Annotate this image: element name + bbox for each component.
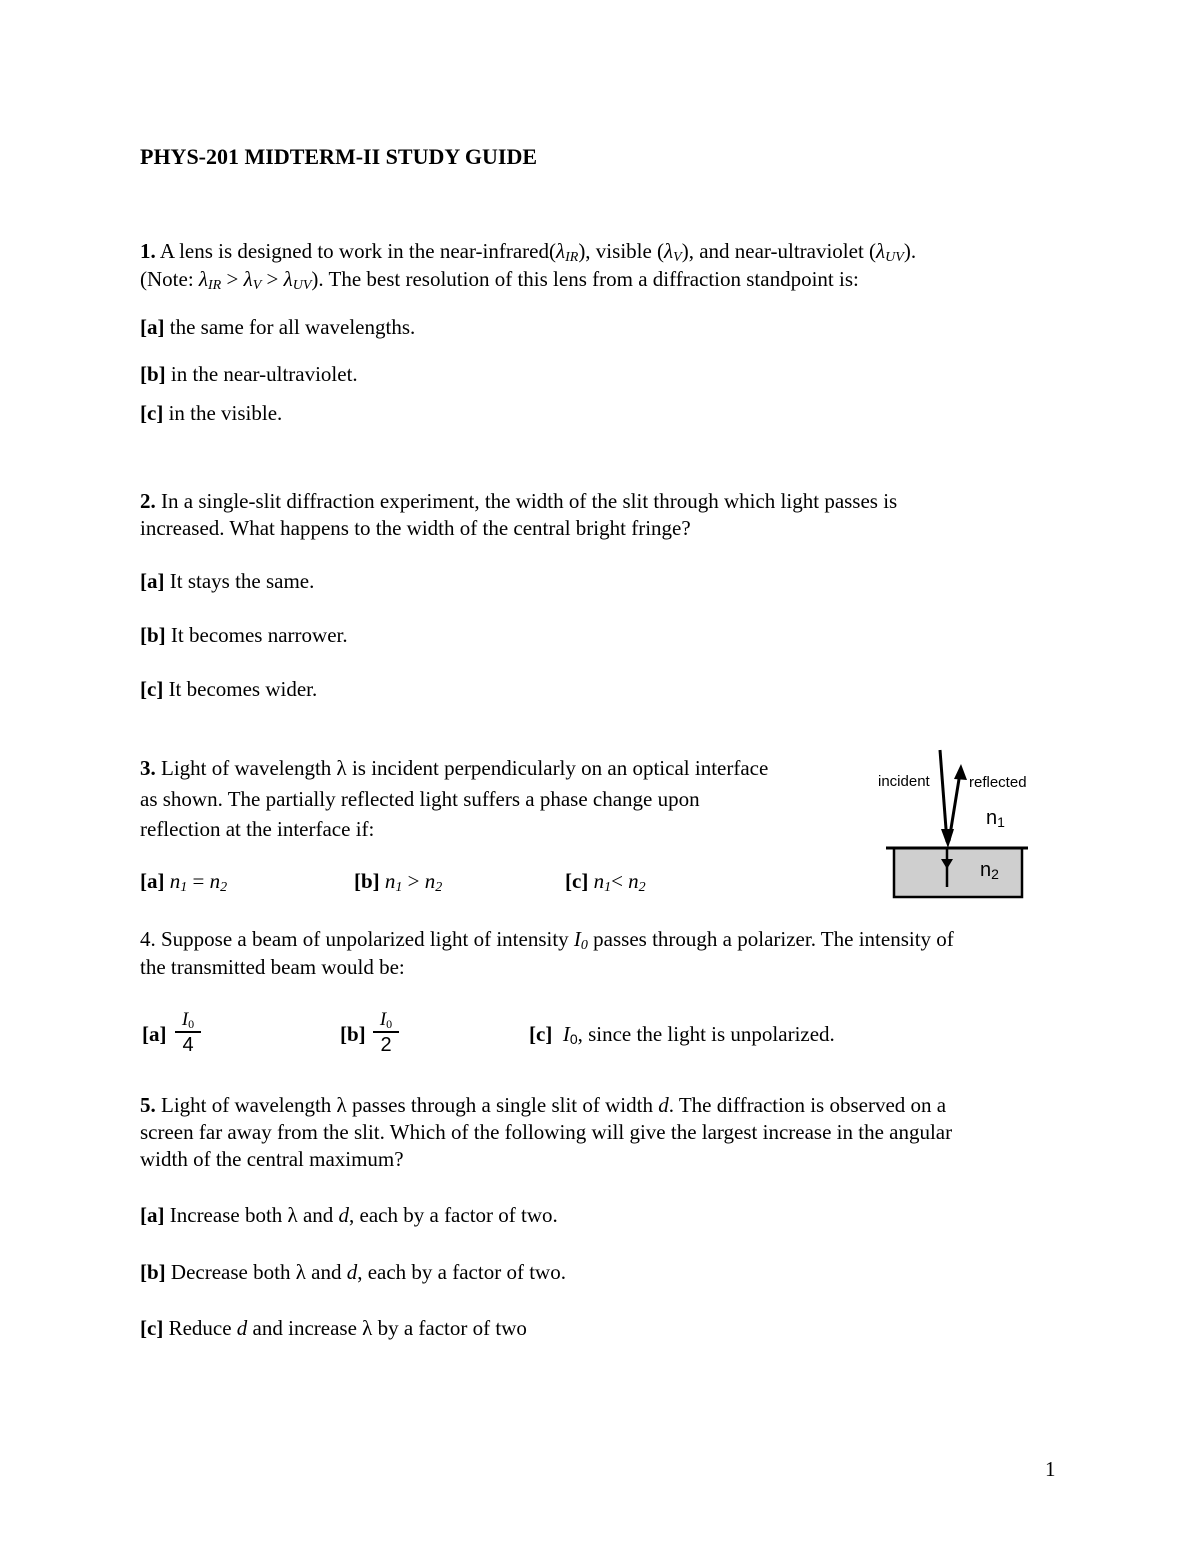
option-label: [a] (140, 569, 165, 593)
fraction-denominator: 2 (380, 1033, 392, 1056)
sub-2: 2 (638, 880, 646, 895)
q1-text-1: A lens is designed to work in the near-infrared( (155, 239, 556, 263)
q1-text-4: ). (903, 239, 917, 263)
option-label: [b] (140, 623, 166, 647)
q4-text-2: passes through a polarizer. The intensity of (587, 927, 954, 951)
q3-option-a (140, 868, 227, 895)
sub-ir: IR (208, 278, 222, 293)
lambda-symbol: λ (555, 239, 566, 263)
q1-option-b (140, 361, 358, 388)
q3-stem-line3: reflection at the interface if: (140, 817, 375, 841)
option-text: It becomes wider. (163, 677, 318, 701)
option-label: [c] (529, 1022, 553, 1046)
fraction-numerator (173, 1010, 203, 1030)
q3-number: 3. (140, 756, 156, 780)
option-label: [b] (140, 362, 166, 386)
page-number: 1 (1045, 1457, 1056, 1481)
d-symbol: d (338, 1203, 350, 1227)
sub-2: 2 (220, 880, 228, 895)
option-label: [a] (140, 315, 165, 339)
incident-label: incident (878, 773, 930, 790)
option-text: Reduce (163, 1316, 237, 1340)
d-symbol: d (236, 1316, 248, 1340)
sub-0: 0 (386, 1017, 393, 1031)
lambda-symbol: λ (664, 239, 674, 263)
lambda-symbol: λ (876, 239, 886, 263)
q2-number: 2. (140, 489, 156, 513)
interface-diagram (870, 745, 1040, 905)
q1-number: 1. (140, 239, 156, 263)
option-text: and increase λ by a factor of two (247, 1316, 527, 1340)
q5-stem-line1 (140, 1092, 946, 1119)
q1-text-3: ), and near-ultraviolet ( (681, 239, 877, 263)
option-text: , since the light is unpolarized. (577, 1022, 835, 1046)
option-text: Decrease both λ and (165, 1260, 347, 1284)
q4-stem-line1 (140, 926, 954, 953)
n-symbol: n (384, 869, 396, 893)
q2-option-a (140, 568, 314, 595)
q4-stem-line2: the transmitted beam would be: (140, 955, 405, 979)
q3-option-c (565, 868, 646, 895)
sub-uv: UV (885, 250, 904, 265)
sub-v: V (252, 278, 262, 293)
interface-diagram-svg (870, 745, 1040, 905)
n1-label (986, 807, 1005, 830)
q5-text-2: . The diffraction is observed on a (668, 1093, 947, 1117)
option-label: [c] (140, 401, 164, 425)
option-text: in the near-ultraviolet. (165, 362, 358, 386)
sub-0: 0 (569, 1031, 578, 1047)
intensity-symbol: I (379, 1009, 387, 1030)
q5-option-b (140, 1259, 566, 1286)
d-symbol: d (346, 1260, 358, 1284)
d-symbol: d (658, 1093, 669, 1117)
n2-symbol: n (980, 859, 992, 881)
page-title: PHYS-201 MIDTERM-II STUDY GUIDE (140, 144, 538, 169)
q1-note: (Note: (140, 267, 199, 291)
lambda-symbol: λ (283, 267, 293, 291)
sub-0: 0 (188, 1017, 195, 1031)
q2-stem-line2: increased. What happens to the width of the central bright fringe? (140, 516, 691, 540)
q1-stem-line2 (140, 266, 859, 293)
q2-stem-line1 (140, 488, 897, 515)
n1-subscript: 1 (997, 814, 1005, 830)
q2-option-c (140, 676, 317, 703)
reflected-arrowhead (954, 764, 967, 780)
n2-subscript: 2 (991, 866, 999, 882)
n-symbol: n (209, 869, 221, 893)
gt-symbol: > (261, 267, 284, 291)
fraction-numerator (371, 1010, 401, 1030)
q4-option-b-fraction (371, 1010, 401, 1056)
option-text: It stays the same. (164, 569, 315, 593)
q3-stem-line2: as shown. The partially reflected light suffers a phase change upon (140, 787, 700, 811)
fraction-bar (373, 1031, 399, 1033)
lt-symbol: < (611, 869, 629, 893)
q4-option-a-fraction (173, 1010, 203, 1056)
n-symbol: n (169, 869, 181, 893)
q4-option-a-label: [a] (142, 1022, 167, 1046)
reflected-ray (949, 773, 960, 841)
q5-stem-line3: width of the central maximum? (140, 1147, 404, 1171)
option-text: the same for all wavelengths. (164, 315, 416, 339)
fraction-denominator: 4 (182, 1033, 194, 1056)
lambda-symbol: λ (243, 267, 253, 291)
q1-text-2: ), visible ( (578, 239, 665, 263)
gt-symbol: > (221, 267, 244, 291)
q4-text: 4. Suppose a beam of unpolarized light of intensity (140, 927, 574, 951)
sub-v: V (673, 250, 682, 265)
n1-symbol: n (986, 807, 998, 829)
intensity-symbol: I (573, 927, 581, 951)
option-text: It becomes narrower. (165, 623, 348, 647)
option-text: in the visible. (163, 401, 283, 425)
gt-symbol: > (402, 869, 425, 893)
fraction-bar (175, 1031, 201, 1033)
q3-text: Light of wavelength λ is incident perpendicularly on an optical interface (155, 756, 769, 780)
q2-text: In a single-slit diffraction experiment, the width of the slit through which light passes is (155, 489, 898, 513)
incident-arrowhead (941, 829, 954, 848)
q3-stem-line1 (140, 755, 768, 782)
lambda-symbol: λ (198, 267, 209, 291)
incident-ray (940, 750, 947, 842)
intensity-symbol: I (562, 1022, 570, 1046)
q5-option-c (140, 1315, 527, 1342)
q4-option-b-label: [b] (340, 1022, 366, 1046)
q2-option-b (140, 622, 348, 649)
option-text: Increase both λ and (164, 1203, 339, 1227)
sub-0: 0 (580, 938, 588, 953)
q5-number: 5. (140, 1093, 156, 1117)
option-text: , each by a factor of two. (357, 1260, 566, 1284)
reflected-label: reflected (969, 774, 1027, 791)
option-label: [b] (354, 869, 380, 893)
q1-option-a (140, 314, 415, 341)
option-label: [c] (140, 1316, 164, 1340)
n2-label (980, 859, 999, 882)
q1-text-6: ). The best resolution of this lens from a diffraction standpoint is: (311, 267, 859, 291)
q1-option-c (140, 400, 282, 427)
option-text: , each by a factor of two. (349, 1203, 558, 1227)
sub-uv: UV (292, 278, 312, 293)
intensity-symbol: I (181, 1009, 189, 1030)
sub-1: 1 (180, 880, 188, 895)
sub-2: 2 (435, 880, 443, 895)
q5-text: Light of wavelength λ passes through a single slit of width (155, 1093, 659, 1117)
n-symbol: n (628, 869, 639, 893)
medium-n2-region (894, 848, 1022, 897)
n-symbol: n (593, 869, 605, 893)
option-label: [c] (140, 677, 164, 701)
q1-stem-line1 (140, 238, 916, 265)
q3-option-b (354, 868, 442, 895)
q4-option-c (529, 1021, 835, 1048)
option-label: [c] (565, 869, 589, 893)
option-label: [a] (140, 869, 165, 893)
sub-1: 1 (395, 880, 403, 895)
q5-option-a (140, 1202, 558, 1229)
eq-symbol: = (187, 869, 210, 893)
option-label: [a] (140, 1203, 165, 1227)
sub-1: 1 (604, 880, 612, 895)
option-label: [b] (140, 1260, 166, 1284)
n-symbol: n (424, 869, 436, 893)
sub-ir: IR (565, 250, 579, 265)
q5-stem-line2: screen far away from the slit. Which of the following will give the largest increase in the angular (140, 1120, 953, 1144)
